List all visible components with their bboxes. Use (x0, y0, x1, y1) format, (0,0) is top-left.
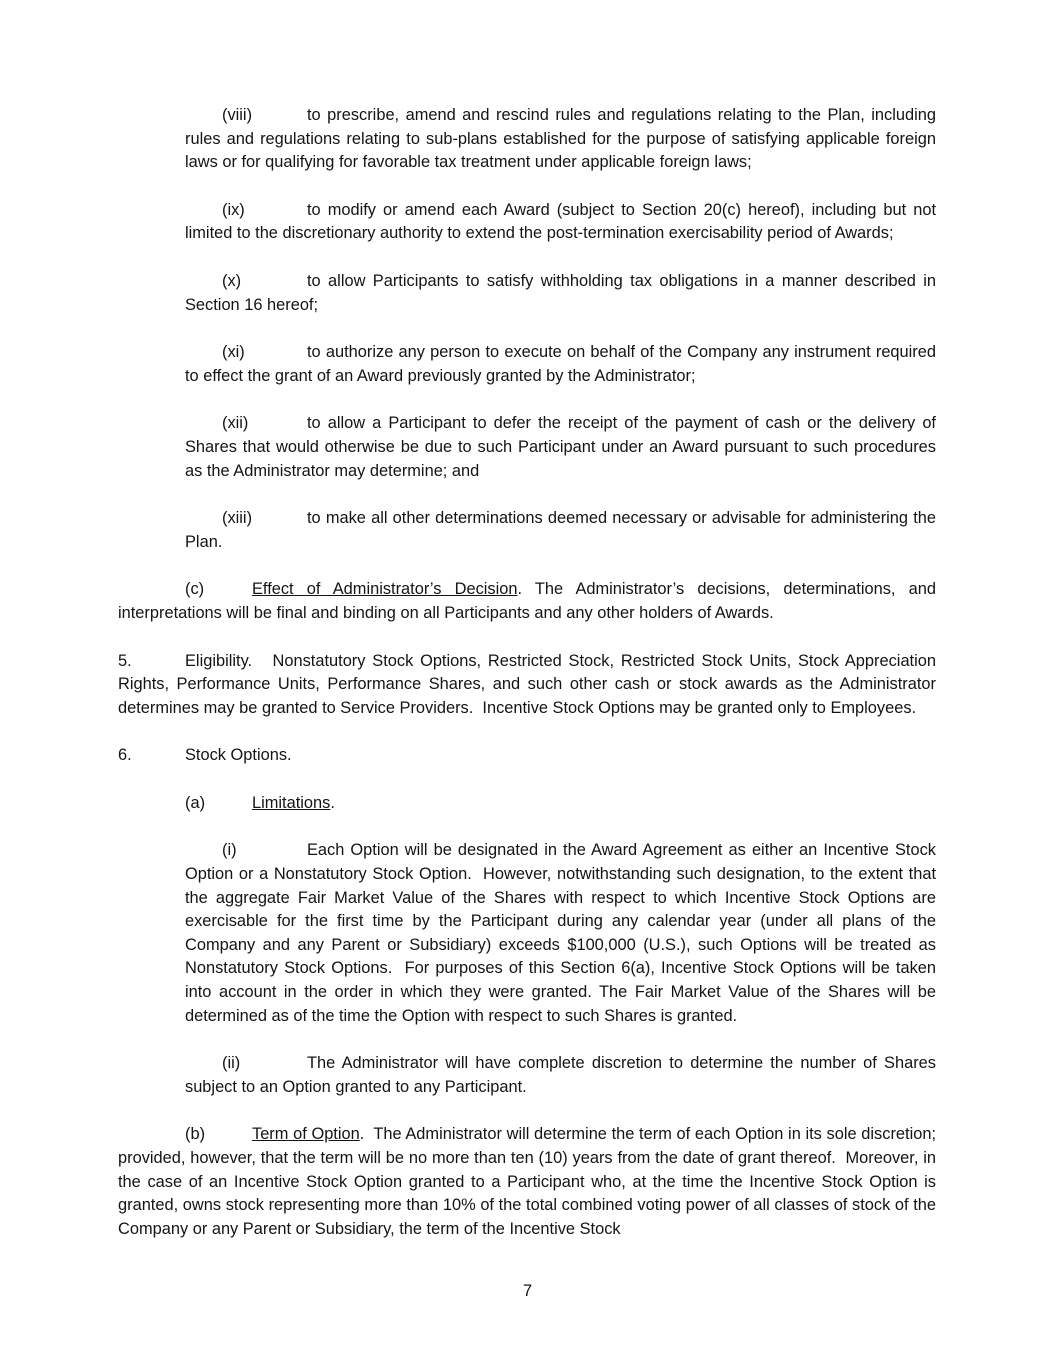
paragraph-text: . The Administrator will determine the term of each Option in its sole discretion; provided, however, that the term will be no more than ten (10) years from the date of grant thereof. Moreover, in the case of an Incentive Stock Option granted to a Participant who, at the time the Incentive Stock Option is granted, owns stock representing more than 10% of the total combined voting power of all classes of stock of the Company or any Parent or Subsidiary, the term of the Incentive Stock (118, 1125, 936, 1238)
list-marker: 6. (118, 746, 132, 765)
paragraph-text: to authorize any person to execute on behalf of the Company any instrument required to effect the grant of an Award previously granted by the Administrator; (185, 343, 936, 385)
document-body (118, 104, 936, 1241)
list-marker: (i) (222, 841, 237, 860)
paragraph-text: to modify or amend each Award (subject to Section 20(c) hereof), including but not limited to the discretionary authority to extend the post-termination exercisability period of Awards; (185, 200, 936, 243)
paragraph-item-a (118, 792, 936, 816)
paragraph-text: . Nonstatutory Stock Options, Restricted Stock, Restricted Stock Units, Stock Appreciation Rights, Performance Units, Performance Shares, and such other cash or stock awards as the Administrator determines may be granted to Service Providers. Incentive Stock Options may be granted only to Employees. (118, 651, 936, 717)
paragraph-text: to make all other determinations deemed necessary or advisable for administering the Plan. (185, 509, 936, 551)
list-marker: (b) (185, 1125, 206, 1144)
paragraph-heading: Term of Option (252, 1125, 360, 1144)
paragraph-item-c (118, 578, 936, 625)
paragraph-item-viii (185, 104, 936, 175)
paragraph-heading: Effect of Administrator’s Decision (252, 580, 518, 599)
paragraph-text: Each Option will be designated in the Award Agreement as either an Incentive Stock Option or a Nonstatutory Stock Option. However, notwithstanding such designation, to the extent that the aggregate Fair Market Value of the Shares with respect to which Incentive Stock Options are exercisable for the first time by the Participant during any calendar year (under all plans of the Company and any Parent or Subsidiary) exceeds $100,000 (U.S.), such Options will be treated as Nonstatutory Stock Options. For purposes of this Section 6(a), Incentive Stock Options will be taken into account in the order in which they were granted. The Fair Market Value of the Shares will be determined as of the time the Option with respect to such Shares is granted. (185, 841, 936, 1025)
paragraph-text: The Administrator will have complete discretion to determine the number of Shares subject to an Option granted to any Participant. (185, 1054, 936, 1096)
page-number: 7 (522, 1282, 533, 1300)
list-marker: (xiii) (222, 509, 253, 528)
list-marker: 5. (118, 651, 132, 670)
paragraph-text: . (330, 793, 335, 812)
paragraph-text: to allow a Participant to defer the receipt of the payment of cash or the delivery of Shares that would otherwise be due to such Participant under an Award pursuant to such procedures as the Administrator may determine; and (185, 414, 936, 480)
paragraph-item-x (185, 270, 936, 317)
list-marker: (a) (185, 793, 206, 812)
paragraph-item-b (118, 1123, 936, 1241)
list-marker: (xii) (222, 414, 249, 433)
paragraph-text: . The Administrator’s decisions, determinations, and interpretations will be final and binding on all Participants and any other holders of Awards. (118, 580, 936, 622)
paragraph-text: to prescribe, amend and rescind rules and regulations relating to the Plan, including rules and regulations relating to sub-plans established for the purpose of satisfying applicable foreign laws or for qualifying for favorable tax treatment under applicable foreign laws; (185, 106, 936, 172)
list-marker: (viii) (222, 106, 253, 124)
paragraph-section-5 (118, 650, 936, 721)
paragraph-item-i (185, 839, 936, 1028)
paragraph-item-ix (185, 199, 936, 246)
paragraph-section-6 (118, 744, 936, 768)
paragraph-item-xiii (185, 507, 936, 554)
list-marker: (x) (222, 271, 242, 290)
paragraph-item-ii (185, 1052, 936, 1099)
list-marker: (ix) (222, 200, 245, 219)
paragraph-item-xii (185, 412, 936, 483)
list-marker: (c) (185, 580, 205, 599)
paragraph-text: . (287, 746, 292, 765)
paragraph-text: to allow Participants to satisfy withholding tax obligations in a manner described in Section 16 hereof; (185, 271, 936, 314)
paragraph-heading: Eligibility (185, 651, 248, 670)
paragraph-item-xi (185, 341, 936, 388)
paragraph-heading: Stock Options (185, 746, 288, 765)
paragraph-heading: Limitations (252, 793, 331, 812)
list-marker: (ii) (222, 1054, 241, 1073)
list-marker: (xi) (222, 343, 245, 362)
